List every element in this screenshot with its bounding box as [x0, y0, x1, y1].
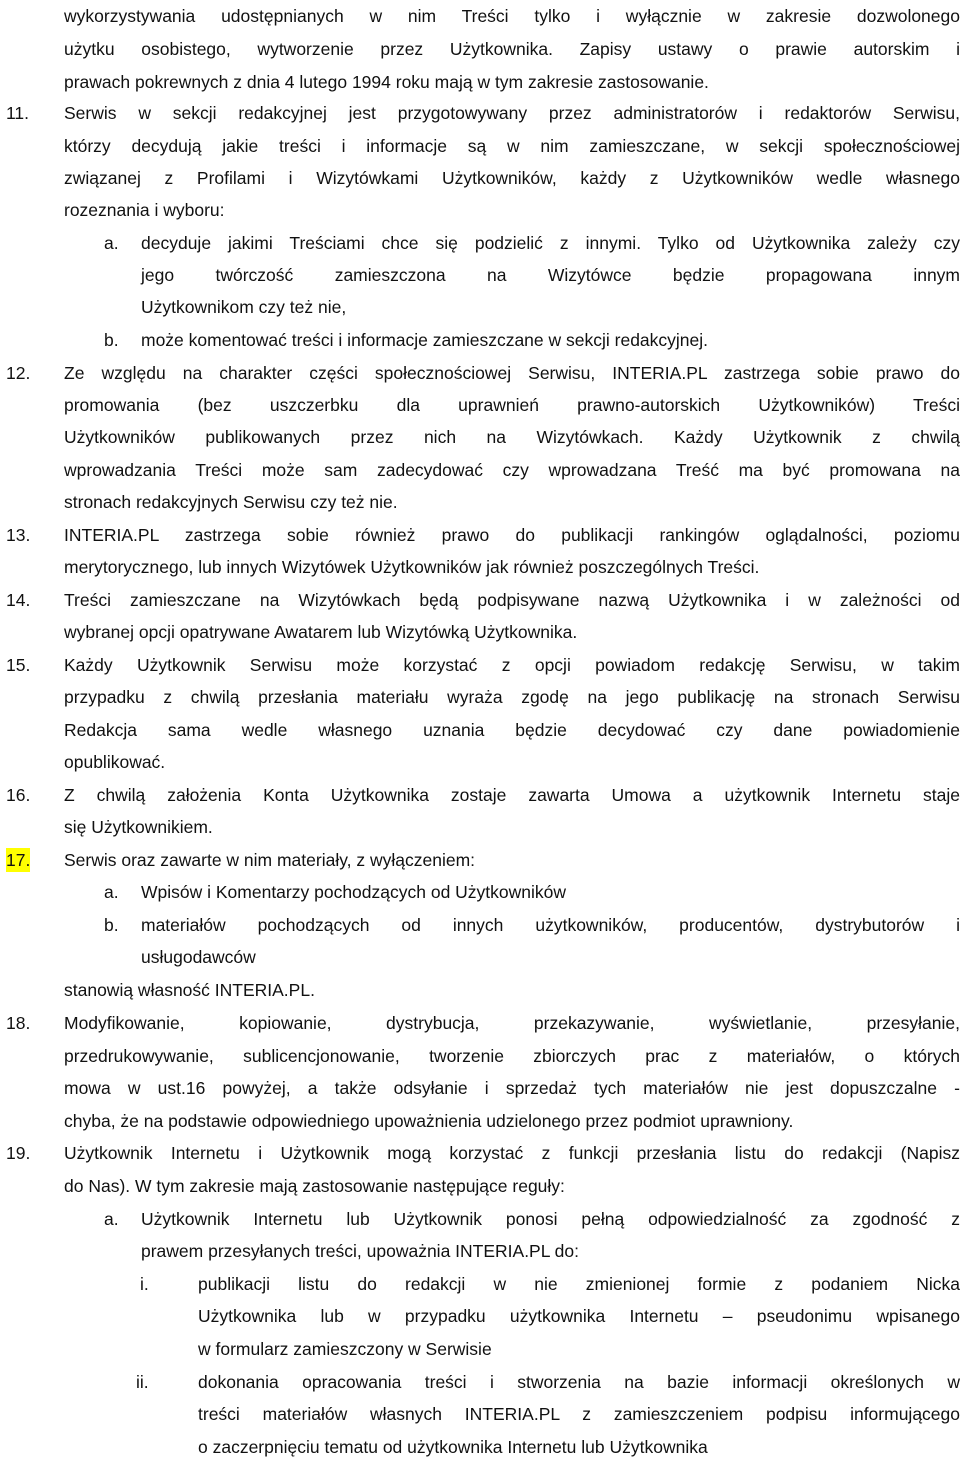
list-marker: i. — [140, 1274, 149, 1294]
list-number: 17. — [6, 850, 31, 870]
paragraph-line: którzy decydują jakie treści i informacje są w nim zamieszczane, w sekcji społecznościowej — [64, 136, 960, 156]
paragraph-line: Użytkowników publikowanych przez nich na Wizytówkach. Każdy Użytkownik z chwilą — [64, 427, 960, 447]
list-number: 18. — [6, 1013, 31, 1033]
paragraph-line: stronach redakcyjnych Serwisu czy też nie. — [64, 492, 398, 512]
paragraph-line: INTERIA.PL zastrzega sobie również prawo do publikacji rankingów oglądalności, poziomu — [64, 525, 960, 545]
paragraph-line: Użytkownikom czy też nie, — [141, 297, 347, 317]
paragraph-line: Użytkownik Internetu i Użytkownik mogą korzystać z funkcji przesłania listu do redakcji (Napisz — [64, 1143, 960, 1163]
paragraph-line: chyba, że na podstawie odpowiedniego upoważnienia udzielonego przez podmiot uprawniony. — [64, 1111, 794, 1131]
paragraph-line: w formularz zamieszczony w Serwisie — [198, 1339, 492, 1359]
paragraph-line: przedrukowywanie, sublicencjonowanie, tworzenie zbiorczych prac z materiałów, o których — [64, 1046, 960, 1066]
list-number: 14. — [6, 590, 31, 610]
paragraph-line: jego twórczość zamieszczona na Wizytówce będzie propagowana innym — [141, 265, 960, 285]
list-number: 12. — [6, 363, 31, 383]
list-marker: ii. — [136, 1372, 149, 1392]
paragraph-line: Redakcja sama wedle własnego uznania będzie decydować czy dane powiadomienie — [64, 720, 960, 740]
paragraph-line: rozeznania i wyboru: — [64, 200, 225, 220]
paragraph-line: dokonania opracowania treści i stworzenia na bazie informacji określonych w — [198, 1372, 960, 1392]
list-marker: a. — [104, 882, 119, 902]
paragraph-line: Z chwilą założenia Konta Użytkownika zostaje zawarta Umowa a użytkownik Internetu staje — [64, 785, 960, 805]
paragraph-line: treści materiałów własnych INTERIA.PL z zamieszczeniem podpisu informującego — [198, 1404, 960, 1424]
paragraph-line: wprowadzania Treści może sam zadecydować czy wprowadzana Treść ma być promowana na — [64, 460, 960, 480]
paragraph-line: publikacji listu do redakcji w nie zmienionej formie z podaniem Nicka — [198, 1274, 960, 1294]
paragraph-line: o zaczerpnięciu tematu od użytkownika Internetu lub Użytkownika — [198, 1437, 708, 1457]
list-number: 13. — [6, 525, 31, 545]
list-marker: a. — [104, 233, 119, 253]
paragraph-line: prawem przesyłanych treści, upoważnia INTERIA.PL do: — [141, 1241, 580, 1261]
paragraph-line: wykorzystywania udostępnianych w nim Treści tylko i wyłącznie w zakresie dozwolonego — [64, 6, 960, 26]
list-marker: b. — [104, 915, 119, 935]
paragraph-line: decyduje jakimi Treściami chce się podzielić z innymi. Tylko od Użytkownika zależy czy — [141, 233, 960, 253]
paragraph-line: Ze względu na charakter części społecznościowej Serwisu, INTERIA.PL zastrzega sobie prawo do — [64, 363, 960, 383]
paragraph-line: przypadku z chwilą przesłania materiału wyraża zgodę na jego publikację na stronach Serwisu — [64, 687, 960, 707]
paragraph-line: promowania (bez uszczerbku dla uprawnień prawno-autorskich Użytkowników) Treści — [64, 395, 960, 415]
paragraph-line: się Użytkownikiem. — [64, 817, 213, 837]
paragraph-line: Modyfikowanie, kopiowanie, dystrybucja, przekazywanie, wyświetlanie, przesyłanie, — [64, 1013, 960, 1033]
paragraph-line: prawach pokrewnych z dnia 4 lutego 1994 roku mają w tym zakresie zastosowanie. — [64, 72, 709, 92]
paragraph-line: Użytkownika lub w przypadku użytkownika Internetu – pseudonimu wpisanego — [198, 1306, 960, 1326]
list-number: 19. — [6, 1143, 31, 1163]
paragraph-line: mowa w ust.16 powyżej, a także odsyłanie i sprzedaż tych materiałów nie jest dopuszczalne - — [64, 1078, 960, 1098]
paragraph-line: materiałów pochodzących od innych użytkowników, producentów, dystrybutorów i — [141, 915, 960, 935]
paragraph-line: wybranej opcji opatrywane Awatarem lub Wizytówką Użytkownika. — [64, 622, 578, 642]
paragraph-line: związanej z Profilami i Wizytówkami Użytkowników, każdy z Użytkowników wedle własnego — [64, 168, 960, 188]
paragraph-line: opublikować. — [64, 752, 166, 772]
paragraph-line: Każdy Użytkownik Serwisu może korzystać z opcji powiadom redakcję Serwisu, w takim — [64, 655, 960, 675]
list-number: 11. — [6, 103, 30, 123]
paragraph-line: stanowią własność INTERIA.PL. — [64, 980, 315, 1000]
paragraph-line: może komentować treści i informacje zamieszczane w sekcji redakcyjnej. — [141, 330, 709, 350]
paragraph-line: Serwis oraz zawarte w nim materiały, z wyłączeniem: — [64, 850, 476, 870]
list-number: 15. — [6, 655, 31, 675]
list-marker: a. — [104, 1209, 119, 1229]
paragraph-line: Użytkownik Internetu lub Użytkownik ponosi pełną odpowiedzialność za zgodność z — [141, 1209, 960, 1229]
paragraph-line: Serwis w sekcji redakcyjnej jest przygotowywany przez administratorów i redaktorów Serwisu, — [64, 103, 960, 123]
paragraph-line: merytorycznego, lub innych Wizytówek Użytkowników jak również poszczególnych Treści. — [64, 557, 760, 577]
list-number: 16. — [6, 785, 31, 805]
paragraph-line: usługodawców — [141, 947, 256, 967]
paragraph-line: Treści zamieszczane na Wizytówkach będą podpisywane nazwą Użytkownika i w zależności od — [64, 590, 960, 610]
paragraph-line: użytku osobistego, wytworzenie przez Użytkownika. Zapisy ustawy o prawie autorskim i — [64, 39, 960, 59]
paragraph-line: Wpisów i Komentarzy pochodzących od Użytkowników — [141, 882, 567, 902]
paragraph-line: do Nas). W tym zakresie mają zastosowanie następujące reguły: — [64, 1176, 565, 1196]
list-marker: b. — [104, 330, 119, 350]
